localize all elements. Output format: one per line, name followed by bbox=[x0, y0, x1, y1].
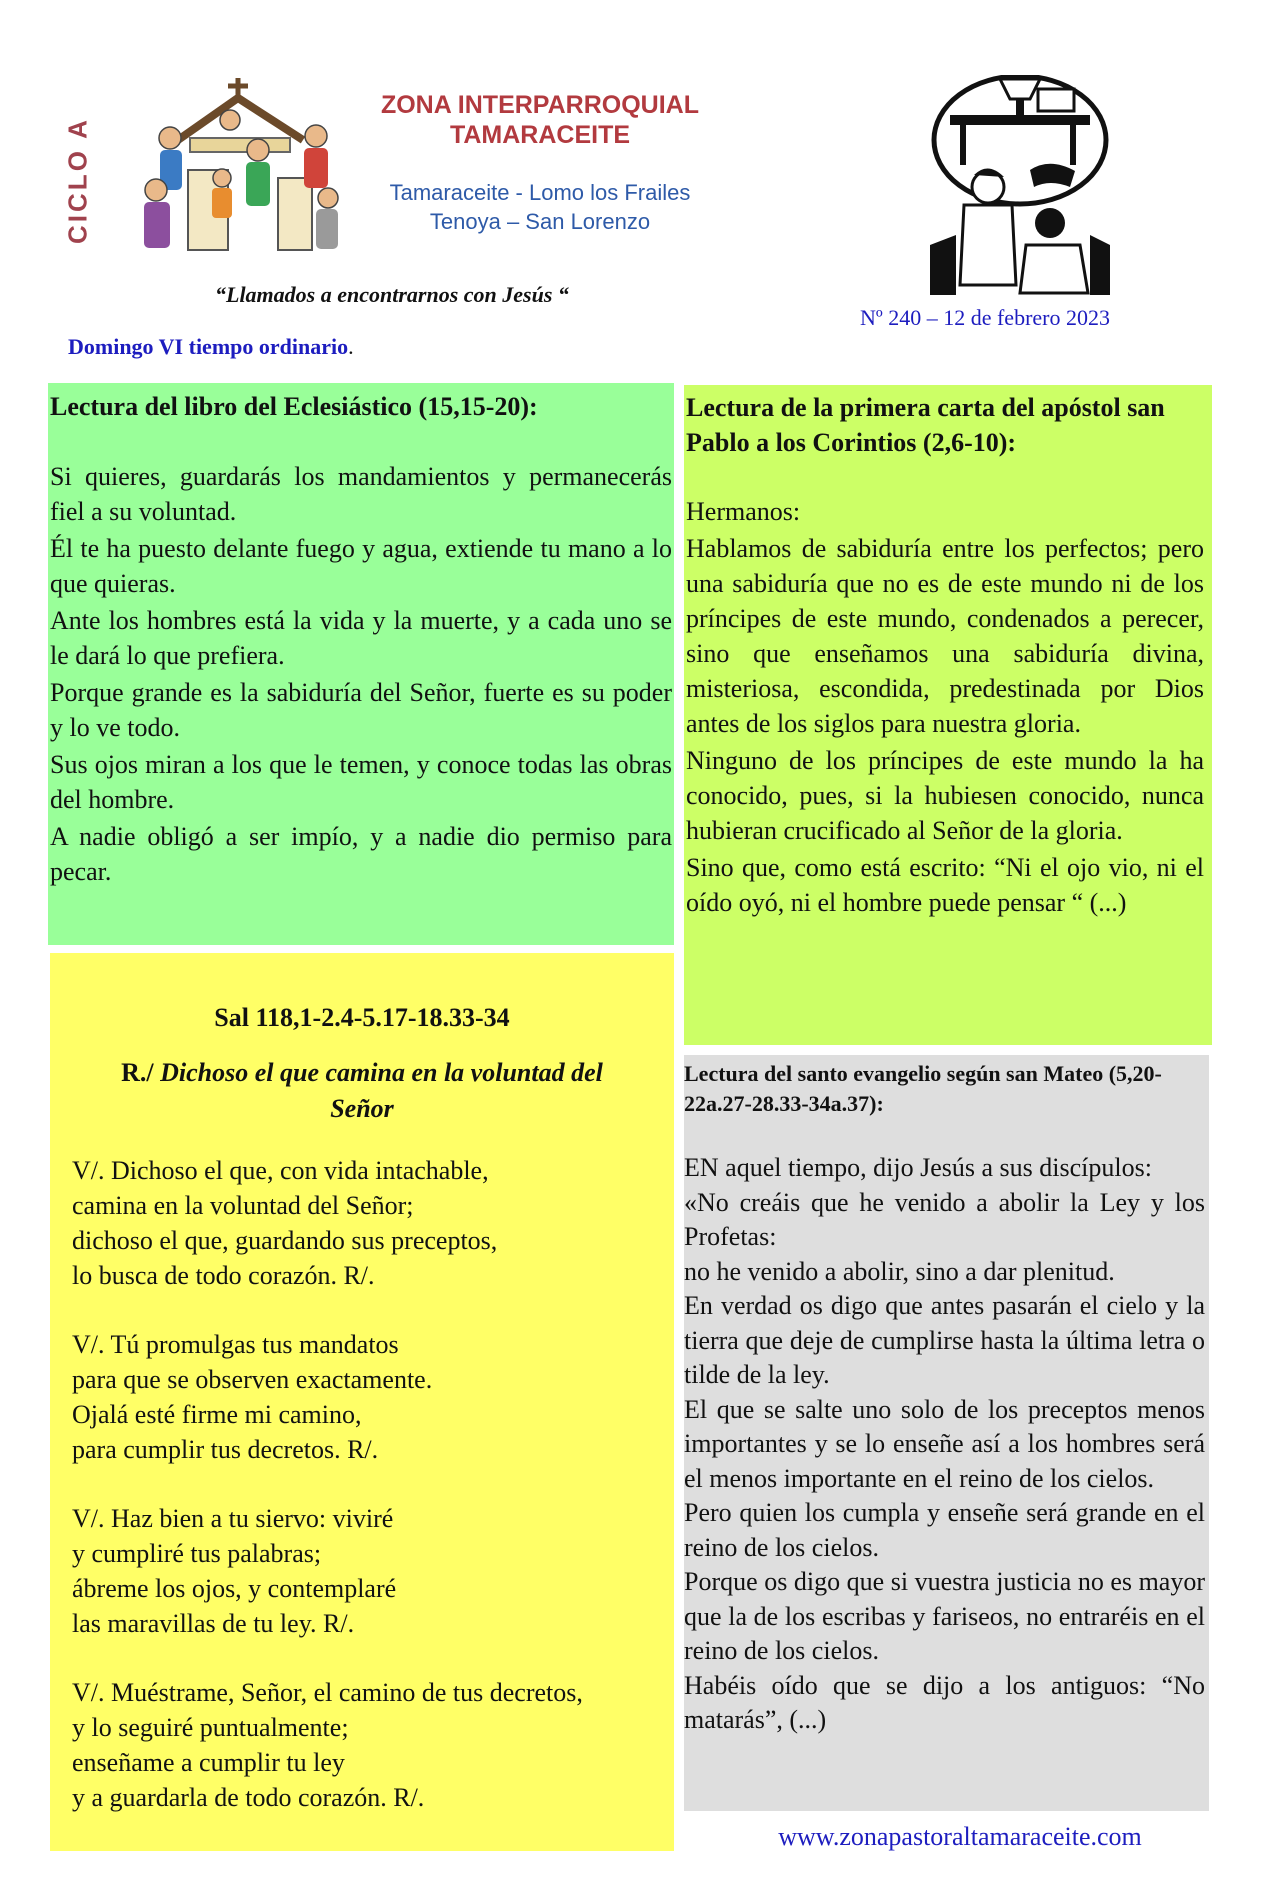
psalm-stanza: V/. Muéstrame, Señor, el camino de tus decretos, y lo seguiré puntualmente; enseñame a cumplir tu ley y a guardarla de todo corazón. R/. bbox=[72, 1678, 583, 1812]
gospel-illustration bbox=[930, 75, 1110, 295]
parish-logo bbox=[128, 78, 348, 260]
gospel-paragraph: Pero quien los cumpla y enseñe será grande en el reino de los cielos. bbox=[684, 1498, 1205, 1562]
psalm-stanza: V/. Haz bien a tu siervo: viviré y cumpliré tus palabras; ábreme los ojos, y contemplaré las maravillas de tu ley. R/. bbox=[72, 1504, 397, 1638]
gospel-paragraph: EN aquel tiempo, dijo Jesús a sus discípulos: bbox=[684, 1153, 1152, 1182]
second-reading-paragraph: Sino que, como está escrito: “Ni el ojo vio, ni el oído oyó, ni el hombre puede pensar “ (...) bbox=[686, 853, 1204, 917]
gospel-paragraph: Porque os digo que si vuestra justicia no es mayor que la de los escribas y fariseos, no entraréis en el reino de los cielos. bbox=[684, 1567, 1205, 1665]
psalm-response: R./ Dichoso el que camina en la voluntad del Señor bbox=[121, 1058, 603, 1123]
issue-number-date: Nº 240 – 12 de febrero 2023 bbox=[860, 305, 1110, 330]
first-reading-title: Lectura del libro del Eclesiástico (15,15-20): bbox=[50, 392, 538, 421]
parish-locations: Tamaraceite - Lomo los Frailes Tenoya – San Lorenzo bbox=[389, 180, 691, 234]
first-reading-box bbox=[48, 383, 674, 945]
first-reading-paragraph: Porque grande es la sabiduría del Señor, fuerte es su poder y lo ve todo. bbox=[50, 678, 672, 742]
second-reading-box bbox=[684, 385, 1212, 1045]
first-reading-paragraph: A nadie obligó a ser impío, y a nadie dio permiso para pecar. bbox=[50, 822, 672, 886]
ciclo-label: CICLO A bbox=[62, 117, 93, 244]
first-reading-paragraph: Él te ha puesto delante fuego y agua, extiende tu mano a lo que quieras. bbox=[50, 534, 672, 598]
website-link[interactable]: www.zonapastoraltamaraceite.com bbox=[778, 1822, 1142, 1851]
gospel-box bbox=[684, 1055, 1209, 1811]
gospel-paragraph: El que se salte uno solo de los preceptos menos importantes y se lo enseñe así a los hombres será el menos importante en el reino de los cielos. bbox=[684, 1394, 1205, 1493]
psalm-reference: Sal 118,1-2.4-5.17-18.33-34 bbox=[214, 1003, 510, 1032]
gospel-paragraph: «No creáis que he venido a abolir la Ley y los Profetas: bbox=[684, 1187, 1205, 1251]
second-reading-paragraph: Ninguno de los príncipes de este mundo la ha conocido, pues, si la hubiesen conocido, nunca hubieran crucificado al Señor de la gloria. bbox=[686, 746, 1204, 845]
psalm-stanza: V/. Dichoso el que, con vida intachable, camina en la voluntad del Señor; dichoso el que, guardando sus preceptos, lo busca de todo corazón. R/. bbox=[72, 1156, 498, 1290]
zona-title: ZONA INTERPARROQUIAL TAMARACEITE bbox=[380, 91, 700, 149]
sunday-title: Domingo VI tiempo ordinario. bbox=[68, 334, 354, 359]
second-reading-paragraph: Hablamos de sabiduría entre los perfectos; pero una sabiduría que no es de este mundo ni de los príncipes de este mundo, condenados a perecer, sino que enseñamos una sabiduría divina, misteriosa, escondida, predestinada por Dios antes de los siglos para nuestra gloria. bbox=[686, 534, 1204, 738]
second-reading-title: Lectura de la primera carta del apóstol san Pablo a los Corintios (2,6-10): bbox=[686, 393, 1165, 457]
motto: “Llamados a encontrarnos con Jesús “ bbox=[215, 282, 569, 307]
gospel-title: Lectura del santo evangelio según san Mateo (5,20-22a.27-28.33-34a.37): bbox=[684, 1061, 1162, 1116]
first-reading-paragraph: Si quieres, guardarás los mandamientos y permanecerás fiel a su voluntad. bbox=[50, 462, 672, 526]
gospel-paragraph: no he venido a abolir, sino a dar plenitud. bbox=[684, 1256, 1115, 1286]
first-reading-paragraph: Ante los hombres está la vida y la muerte, y a cada uno se le dará lo que prefiera. bbox=[50, 606, 672, 670]
second-reading-paragraph: Hermanos: bbox=[686, 497, 801, 526]
gospel-paragraph: En verdad os digo que antes pasarán el cielo y la tierra que deje de cumplirse hasta la última letra o tilde de la ley. bbox=[684, 1291, 1205, 1389]
gospel-paragraph: Habéis oído que se dijo a los antiguos: “No matarás”, (...) bbox=[684, 1670, 1205, 1734]
psalm-stanza: V/. Tú promulgas tus mandatos para que se observen exactamente. Ojalá esté firme mi camino, para cumplir tus decretos. R/. bbox=[72, 1330, 433, 1464]
psalm-box bbox=[50, 953, 674, 1851]
first-reading-paragraph: Sus ojos miran a los que le temen, y conoce todas las obras del hombre. bbox=[50, 750, 672, 814]
